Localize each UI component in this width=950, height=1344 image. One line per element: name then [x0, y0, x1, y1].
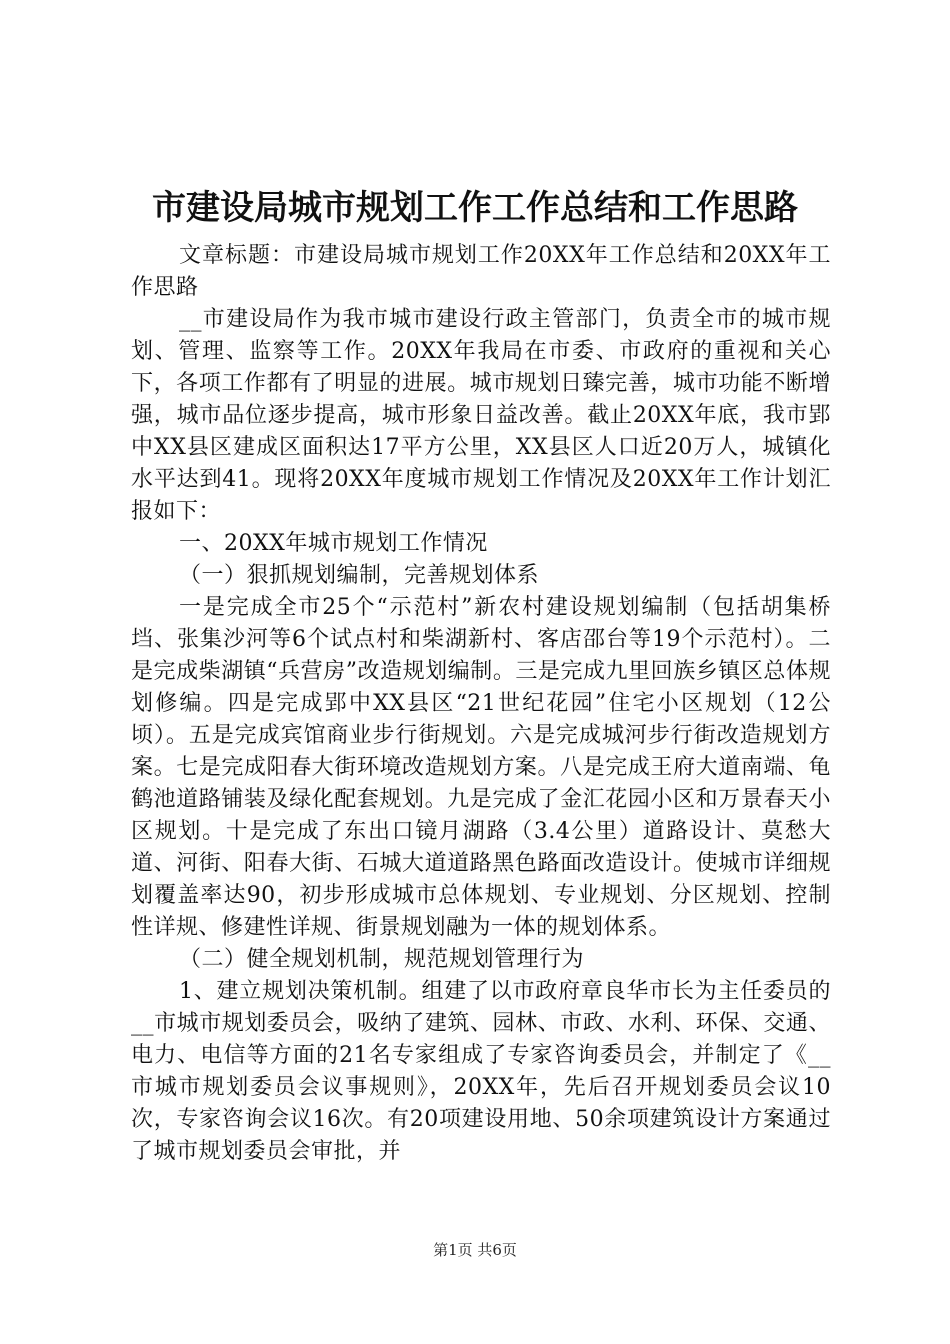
page-footer: 第1页 共6页	[433, 1241, 517, 1259]
subsection-heading-1: （一）狠抓规划编制，完善规划体系	[179, 563, 540, 588]
intro-paragraph: __市建设局作为我市城市建设行政主管部门，负责全市的城市规划、管理、监察等工作。20XX年我局在市委、市政府的重视和关心下，各项工作都有了明显的进展。城市规划日臻完善，城市功能不断增强，城市品位逐步提高，城市形象日益改善。截止20XX年底，我市郢中XX县区建成区面积达17平方公里，XX县区人口近20万人，城镇化水平达到41。现将20XX年度城市规划工作情况及20XX年工作计划汇报如下：	[131, 307, 831, 524]
document-title: 市建设局城市规划工作工作总结和工作思路	[152, 188, 798, 228]
subsection-heading-2: （二）健全规划机制，规范规划管理行为	[179, 947, 585, 972]
article-title-paragraph: 文章标题：市建设局城市规划工作20XX年工作总结和20XX年工作思路	[131, 243, 831, 300]
mechanism-paragraph: 1、建立规划决策机制。组建了以市政府章良华市长为主任委员的__市城市规划委员会，吸纳了建筑、园林、市政、水利、环保、交通、电力、电信等方面的21名专家组成了专家咨询委员会，并制定了《__市城市规划委员会议事规则》，20XX年，先后召开规划委员会议10次，专家咨询会议16次。有20项建设用地、50余项建筑设计方案通过了城市规划委员会审批，并	[131, 979, 831, 1164]
planning-list-paragraph: 一是完成全市25个“示范村”新农村建设规划编制（包括胡集桥垱、张集沙河等6个试点村和柴湖新村、客店邵台等19个示范村）。二是完成柴湖镇“兵营房”改造规划编制。三是完成九里回族乡镇区总体规划修编。四是完成郢中XX县区“21世纪花园”住宅小区规划（12公顷）。五是完成宾馆商业步行街规划。六是完成城河步行街改造规划方案。七是完成阳春大街环境改造规划方案。八是完成王府大道南端、龟鹤池道路铺装及绿化配套规划。九是完成了金汇花园小区和万景春天小区规划。十是完成了东出口镜月湖路（3.4公里）道路设计、莫愁大道、河街、阳春大街、石城大道道路黑色路面改造设计。使城市详细规划覆盖率达90，初步形成城市总体规划、专业规划、分区规划、控制性详规、修建性详规、街景规划融为一体的规划体系。	[131, 595, 831, 940]
section-heading: 一、20XX年城市规划工作情况	[179, 531, 488, 556]
document-body	[131, 240, 831, 1168]
